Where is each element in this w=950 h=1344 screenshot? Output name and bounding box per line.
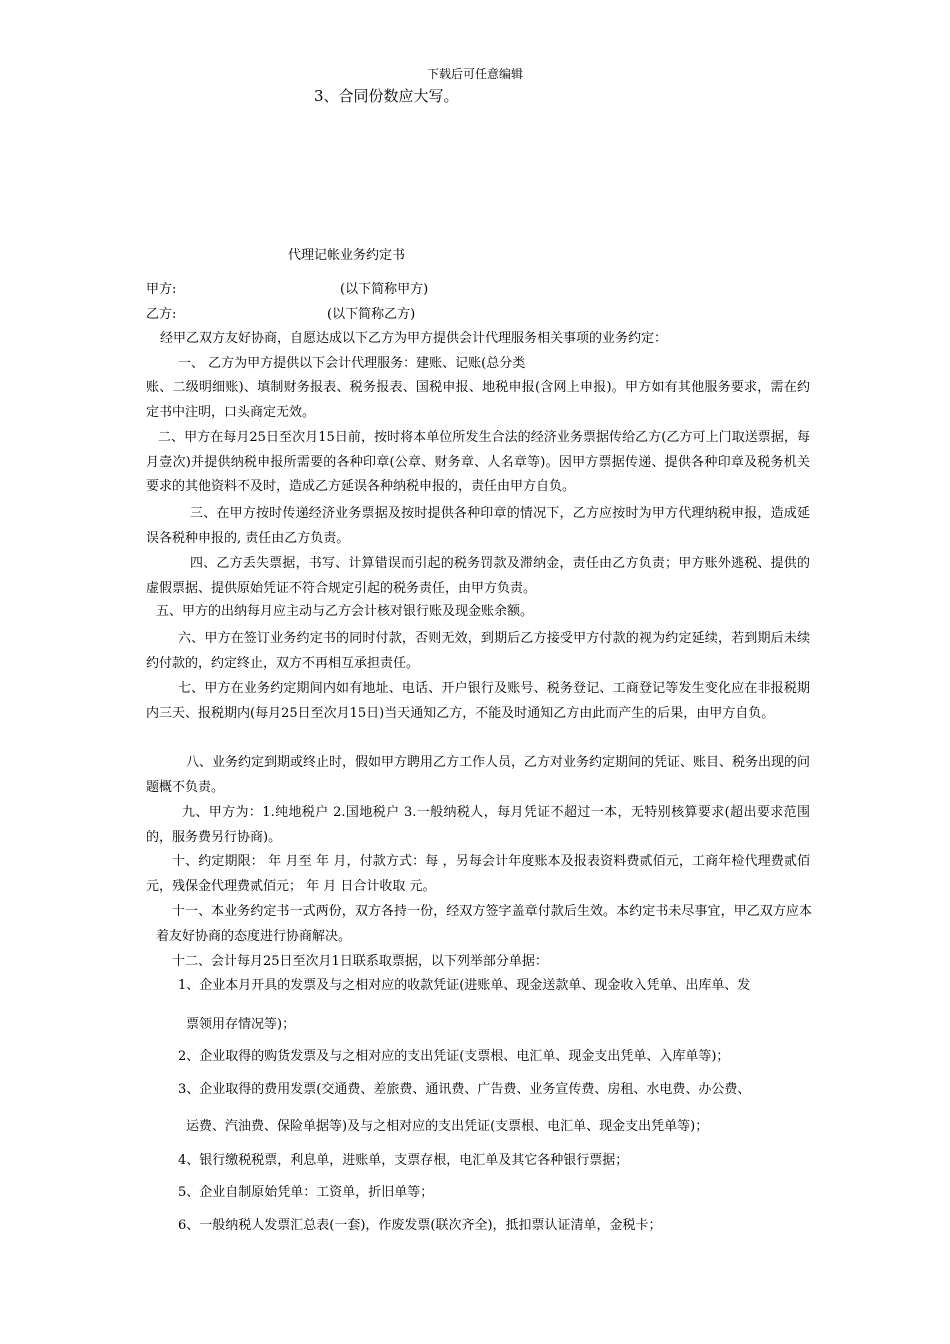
clause-12: 十二、会计每月25日至次月1日联系取票据，以下列举部分单据： xyxy=(172,954,548,969)
clause-10: 十、约定期限： 年 月至 年 月，付款方式：每 ，另每会计年度账本及报表资料费贰佰元，工商年检代理费贰佰元，残保金代理费贰佰元； 年 月 日合计收取 元。 xyxy=(146,854,810,894)
list-item: 3、企业取得的费用发票(交通费、差旅费、通讯费、广告费、业务宣传费、房租、水电费、办公费、 xyxy=(178,1082,751,1097)
clause-1-head: 一、 乙方为甲方提供以下会计代理服务：建账、记账(总分类 xyxy=(178,356,526,371)
download-watermark: 下载后可任意编辑 xyxy=(426,67,523,81)
list-item: 4、银行缴税税票，利息单，进账单，支票存根，电汇单及其它各种银行票据； xyxy=(178,1153,629,1168)
contract-copies-note: 3、合同份数应大写。 xyxy=(314,87,459,105)
clause-4: 四、乙方丢失票据，书写、计算错误而引起的税务罚款及滞纳金，责任由乙方负责；甲方账外逃税、提供的虚假票据、提供原始凭证不符合规定引起的税务责任，由甲方负责。 xyxy=(146,556,810,596)
clause-6: 六、甲方在签订业务约定书的同时付款，否则无效，到期后乙方接受甲方付款的视为约定延续，若到期后未续约付款的，约定终止，双方不再相互承担责任。 xyxy=(146,631,810,671)
clause-3: 三、在甲方按时传递经济业务票据及按时提供各种印章的情况下，乙方应按时为甲方代理纳税申报，造成延误各税种申报的, 责任由乙方负责。 xyxy=(146,506,810,546)
document-title: 代理记帐业务约定书 xyxy=(288,248,406,263)
list-item: 运费、汽油费、保险单据等)及与之相对应的支出凭证(支票根、电汇单、现金支出凭单等)； xyxy=(186,1119,709,1134)
list-item: 2、企业取得的购货发票及与之相对应的支出凭证(支票根、电汇单、现金支出凭单、入库单等)； xyxy=(178,1049,730,1064)
intro-paragraph: 经甲乙双方友好协商，自愿达成以下乙方为甲方提供会计代理服务相关事项的业务约定： xyxy=(160,331,668,346)
clause-1-body: 账、二级明细账)、填制财务报表、税务报表、国税申报、地税申报(含网上申报)。甲方如有其他服务要求，需在约定书中注明，口头商定无效。 xyxy=(146,380,810,420)
party-a-note: (以下简称甲方) xyxy=(340,282,429,297)
party-b-note: (以下简称乙方) xyxy=(327,307,416,322)
list-item: 票领用存情况等)； xyxy=(186,1017,296,1032)
party-b-label: 乙方: xyxy=(146,307,177,322)
clause-9: 九、甲方为：1.纯地税户 2.国地税户 3.一般纳税人，每月凭证不超过一本，无特别核算要求(超出要求范围的，服务费另行协商)。 xyxy=(146,805,810,845)
clause-5: 五、甲方的出纳每月应主动与乙方会计核对银行账及现金账余额。 xyxy=(156,604,534,619)
party-a-label: 甲方: xyxy=(146,282,177,297)
clause-11: 十一、本业务约定书一式两份，双方各持一份，经双方签字盖章付款后生效。本约定书未尽事宜，甲乙双方应本着友好协商的态度进行协商解决。 xyxy=(156,904,812,944)
clause-8: 八、业务约定到期或终止时，假如甲方聘用乙方工作人员，乙方对业务约定期间的凭证、账目、税务出现的问题概不负责。 xyxy=(146,755,811,795)
list-item: 5、企业自制原始凭单：工资单，折旧单等； xyxy=(178,1185,434,1200)
clause-2: 二、甲方在每月25日至次月15日前，按时将本单位所发生合法的经济业务票据传给乙方(乙方可上门取送票据，每月壹次)并提供纳税申报所需要的各种印章(公章、财务章、人名章等)。因甲方票据传递、提供各种印章及税务机关要求的其他资料不及时，造成乙方延误各种纳税申报的，责任由甲方自负。 xyxy=(146,430,810,494)
list-item: 6、一般纳税人发票汇总表(一套)，作废发票(联次齐全)，抵扣票认证清单，金税卡； xyxy=(178,1218,662,1233)
list-item: 1、企业本月开具的发票及与之相对应的收款凭证(进账单、现金送款单、现金收入凭单、出库单、发 xyxy=(178,978,751,993)
clause-7: 七、甲方在业务约定期间内如有地址、电话、开户银行及账号、税务登记、工商登记等发生变化应在非报税期内三天、报税期内(每月25日至次月15日)当天通知乙方，不能及时通知乙方由此而产生的后果，由甲方自负。 xyxy=(146,681,810,721)
